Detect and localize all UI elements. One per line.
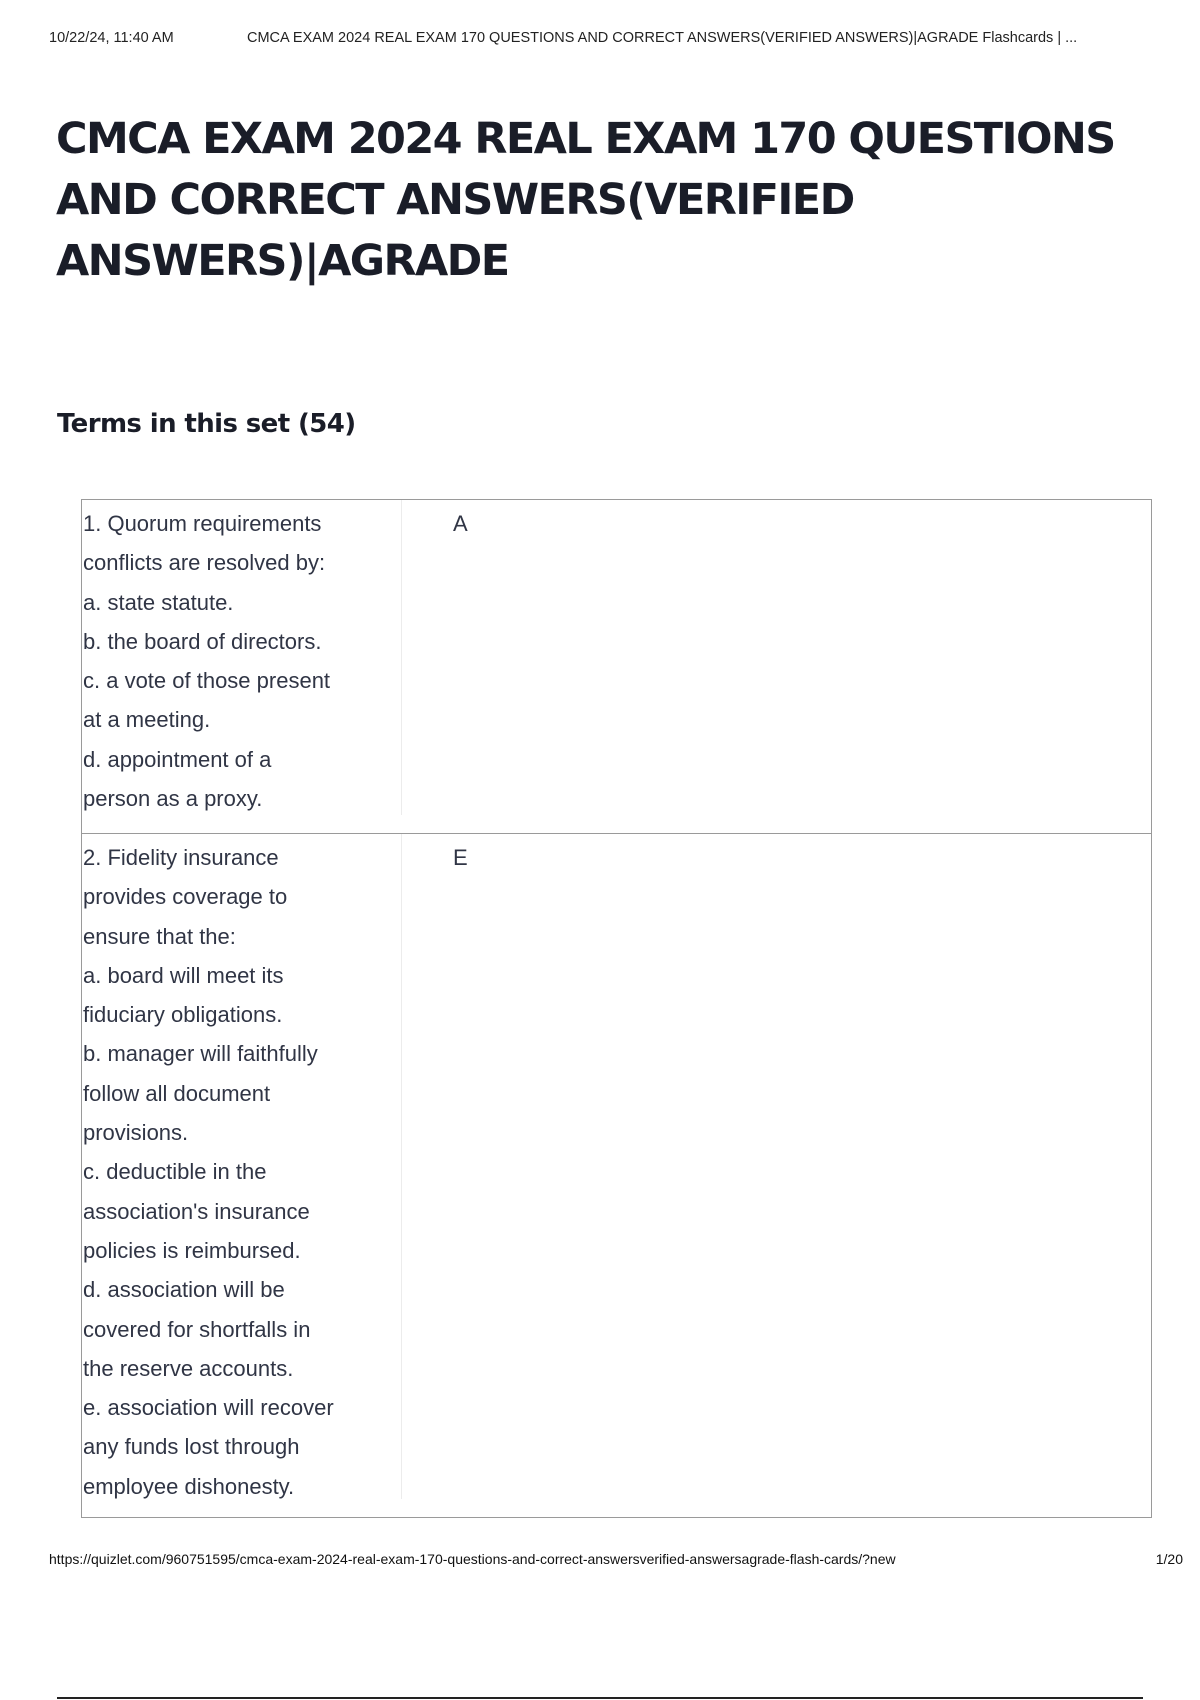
- term-answer: A: [453, 511, 468, 536]
- terms-heading: Terms in this set (54): [57, 409, 356, 439]
- term-question: 1. Quorum requirements conflicts are resolved by: a. state statute. b. the board of directors. c. a vote of those present at a meeting. d. appointment of a person as a proxy.: [82, 500, 402, 815]
- term-row: [82, 500, 1151, 833]
- term-question: 2. Fidelity insurance provides coverage to ensure that the: a. board will meet its fiduciary obligations. b. manager will faithfully follow all document provisions. c. deductible in the association's insurance policies is reimbursed. d. association will be covered for shortfalls in the reserve accounts. e. association will recover any funds lost through employee dishonesty.: [82, 834, 402, 1499]
- print-document-title: CMCA EXAM 2024 REAL EXAM 170 QUESTIONS AND CORRECT ANSWERS(VERIFIED ANSWERS)|AGRADE Flashcards | ...: [247, 30, 1078, 46]
- print-footer: [49, 1551, 1183, 1567]
- page-title: CMCA EXAM 2024 REAL EXAM 170 QUESTIONS AND CORRECT ANSWERS(VERIFIED ANSWERS)|AGRADE: [56, 114, 1115, 286]
- terms-list: [81, 499, 1152, 1518]
- term-row: [82, 833, 1151, 1517]
- print-header: [49, 30, 1180, 46]
- print-date: 10/22/24, 11:40 AM: [49, 30, 174, 46]
- term-answer: E: [453, 845, 468, 870]
- page-url: https://quizlet.com/960751595/cmca-exam-2024-real-exam-170-questions-and-correct-answersverified-answersagrade-flash-cards/?new: [49, 1551, 896, 1567]
- bottom-divider: [57, 1697, 1143, 1699]
- page-number: 1/20: [1155, 1551, 1183, 1567]
